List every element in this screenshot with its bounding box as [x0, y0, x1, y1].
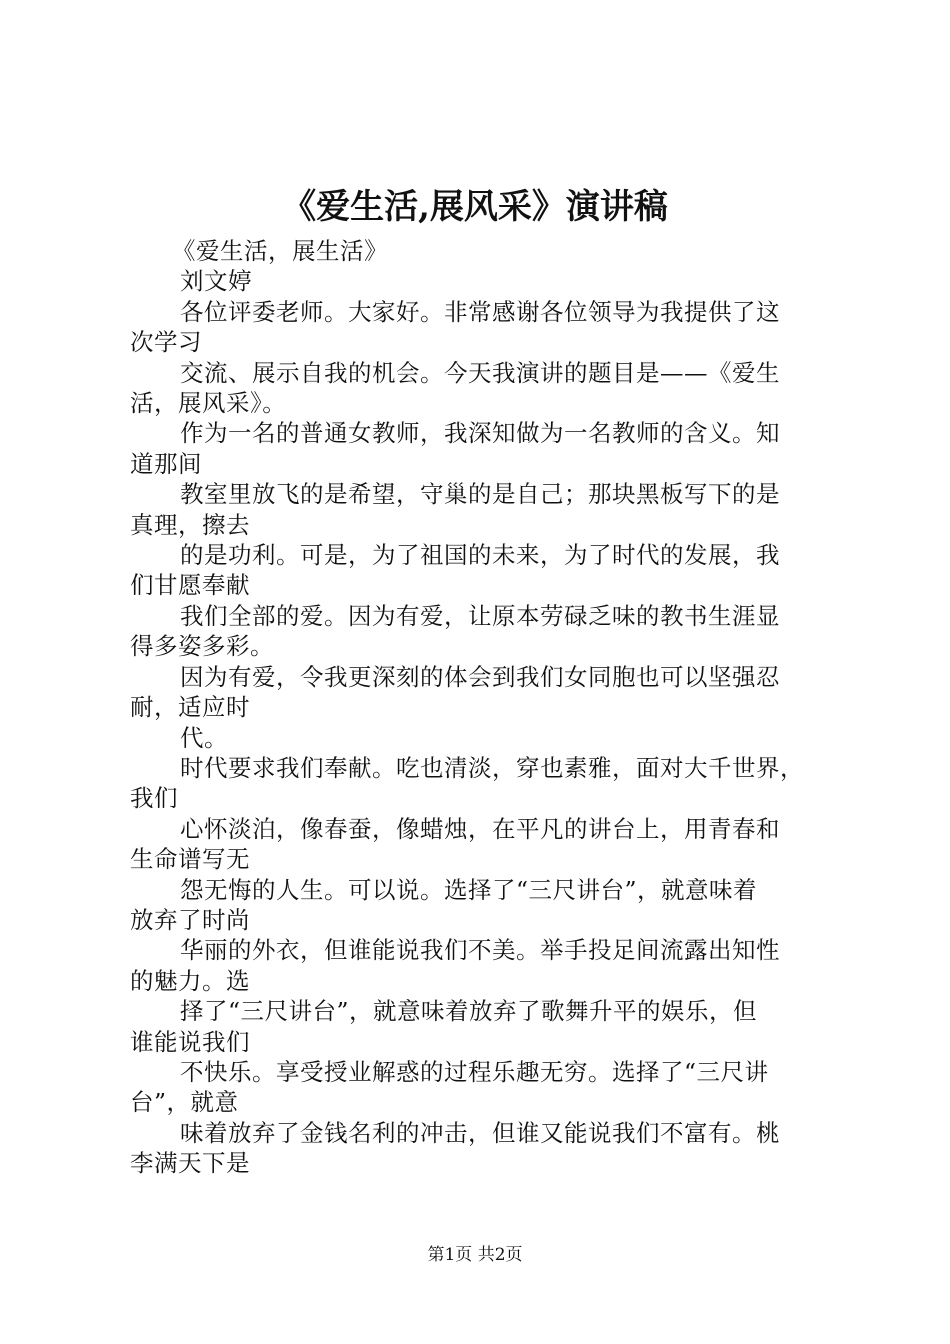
document-body: [130, 236, 835, 1179]
text-line: 道那间: [130, 449, 202, 478]
text-line: 交流、展示自我的机会。今天我演讲的题目是——《爱生: [180, 358, 780, 387]
text-line: 味着放弃了金钱名利的冲击，但谁又能说我们不富有。桃: [180, 1118, 780, 1147]
text-line: 的魅力。选: [130, 966, 250, 995]
text-line: 因为有爱，令我更深刻的体会到我们女同胞也可以坚强忍: [180, 662, 780, 691]
text-line: 作为一名的普通女教师，我深知做为一名教师的含义。知: [180, 419, 780, 448]
text-line: 台”，就意: [130, 1088, 239, 1117]
text-line: 李满天下是: [130, 1149, 250, 1178]
text-line: 时代要求我们奉献。吃也清淡，穿也素雅，面对大千世界，: [180, 753, 804, 782]
text-line: 我们: [130, 784, 178, 813]
text-line: 放弃了时尚: [130, 905, 250, 934]
text-line: 生命谱写无: [130, 845, 250, 874]
text-line: 各位评委老师。大家好。非常感谢各位领导为我提供了这: [180, 297, 780, 326]
text-line: 怨无悔的人生。可以说。选择了“三尺讲台”，就意味着: [180, 875, 758, 904]
text-line: 择了“三尺讲台”，就意味着放弃了歌舞升平的娱乐，但: [180, 997, 758, 1026]
text-line: 我们全部的爱。因为有爱，让原本劳碌乏味的教书生涯显: [180, 601, 780, 630]
document-title: 《爱生活,展风采》演讲稿: [282, 187, 668, 227]
text-line: 不快乐。享受授业解惑的过程乐趣无穷。选择了“三尺讲: [180, 1057, 769, 1086]
text-line: 们甘愿奉献: [130, 571, 250, 600]
text-line: 刘文婷: [180, 267, 252, 296]
text-line: 耐，适应时: [130, 693, 250, 722]
text-line: 活，展风采》。: [130, 389, 287, 418]
text-line: 谁能说我们: [130, 1027, 250, 1056]
text-line: 得多姿多彩。: [130, 632, 274, 661]
page-footer: 第1页 共2页: [427, 1245, 523, 1265]
text-line: 代。: [180, 723, 228, 752]
text-line: 《爱生活，展生活》: [172, 237, 388, 265]
text-line: 心怀淡泊，像春蚕，像蜡烛，在平凡的讲台上，用青春和: [180, 814, 780, 843]
text-line: 真理，擦去: [130, 510, 250, 539]
text-line: 次学习: [130, 328, 202, 357]
text-line: 华丽的外衣，但谁能说我们不美。举手投足间流露出知性: [180, 936, 780, 965]
text-line: 教室里放飞的是希望，守巢的是自己；那块黑板写下的是: [180, 480, 780, 509]
text-line: 的是功利。可是，为了祖国的未来，为了时代的发展，我: [180, 541, 780, 570]
